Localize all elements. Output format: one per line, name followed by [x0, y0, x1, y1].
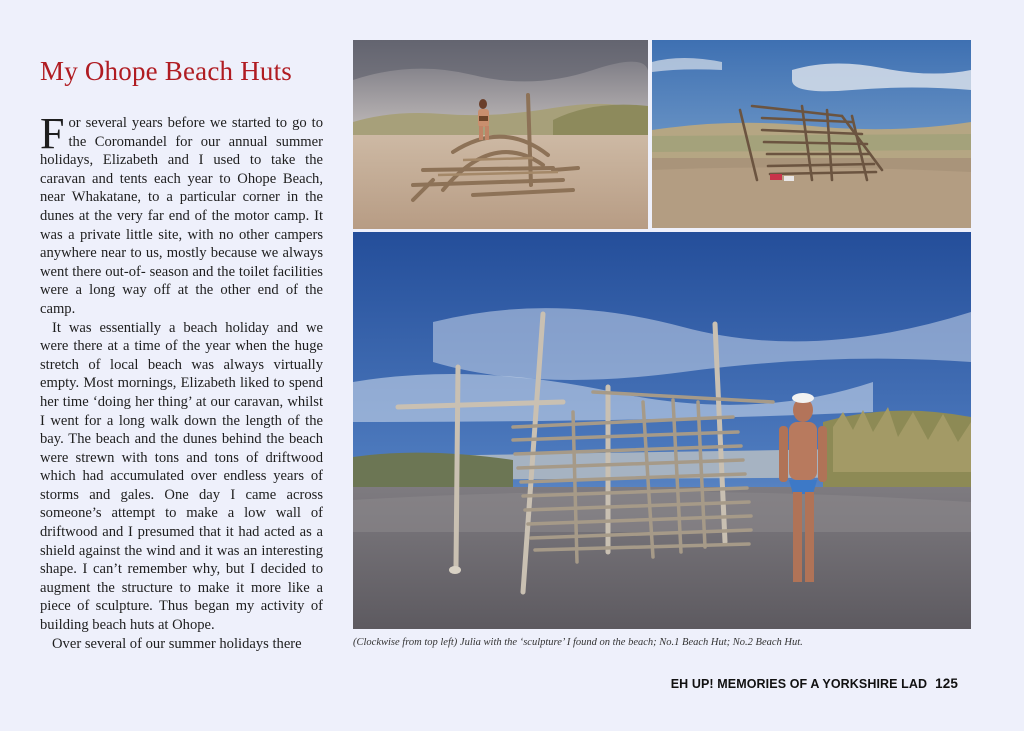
article-body — [40, 109, 323, 653]
photo-julia-sculpture — [353, 40, 648, 229]
paragraph-3: Over several of our summer holidays there — [52, 635, 302, 652]
paragraph-1: For several years before we started to go to the Coromandel for our annual summer holidays, Elizabeth and I used to take the caravan and tents each year to Ohope Beach, near Whakatane, to a particular corner in the dunes at the very far end of the motor camp. It was a private little site, with no other campers anywhere near to us, mostly because we always went there out-of- season and the toilet facilities were a long way off at the other end of the camp. — [40, 109, 323, 317]
page-title: My Ohope Beach Huts — [40, 56, 293, 86]
book-title: EH UP! MEMORIES OF A YORKSHIRE LAD — [670, 677, 928, 691]
photo-beach-hut-2 — [353, 232, 971, 629]
photo-beach-hut-1 — [652, 40, 971, 228]
page-footer — [671, 676, 958, 691]
photo-caption: (Clockwise from top left) Julia with the ‘sculpture’ I found on the beach; No.1 Beach Hut; No.2 Beach Hut. — [353, 637, 803, 648]
paragraph-2: It was essentially a beach holiday and we were there at a time of the year when the huge stretch of local beach was always virtually empty. Most mornings, Elizabeth liked to spend her time ‘doing her thing’ at our caravan, whilst I went for a long walk down the length of the bay. The beach and the dunes behind the beach were strewn with tons and tons of driftwood which had accumulated over endless years of storms and gales. One day I came across someone’s attempt to make a low wall of driftwood and I presumed that it had acted as a shield against the wind and it was an interesting shape. I can’t remember why, but I decided to augment the structure to make it more like a piece of sculpture. Thus began my activity of building beach huts at Ohope. — [40, 319, 323, 634]
page-number: 125 — [935, 676, 958, 691]
drop-cap: F — [40, 109, 65, 158]
